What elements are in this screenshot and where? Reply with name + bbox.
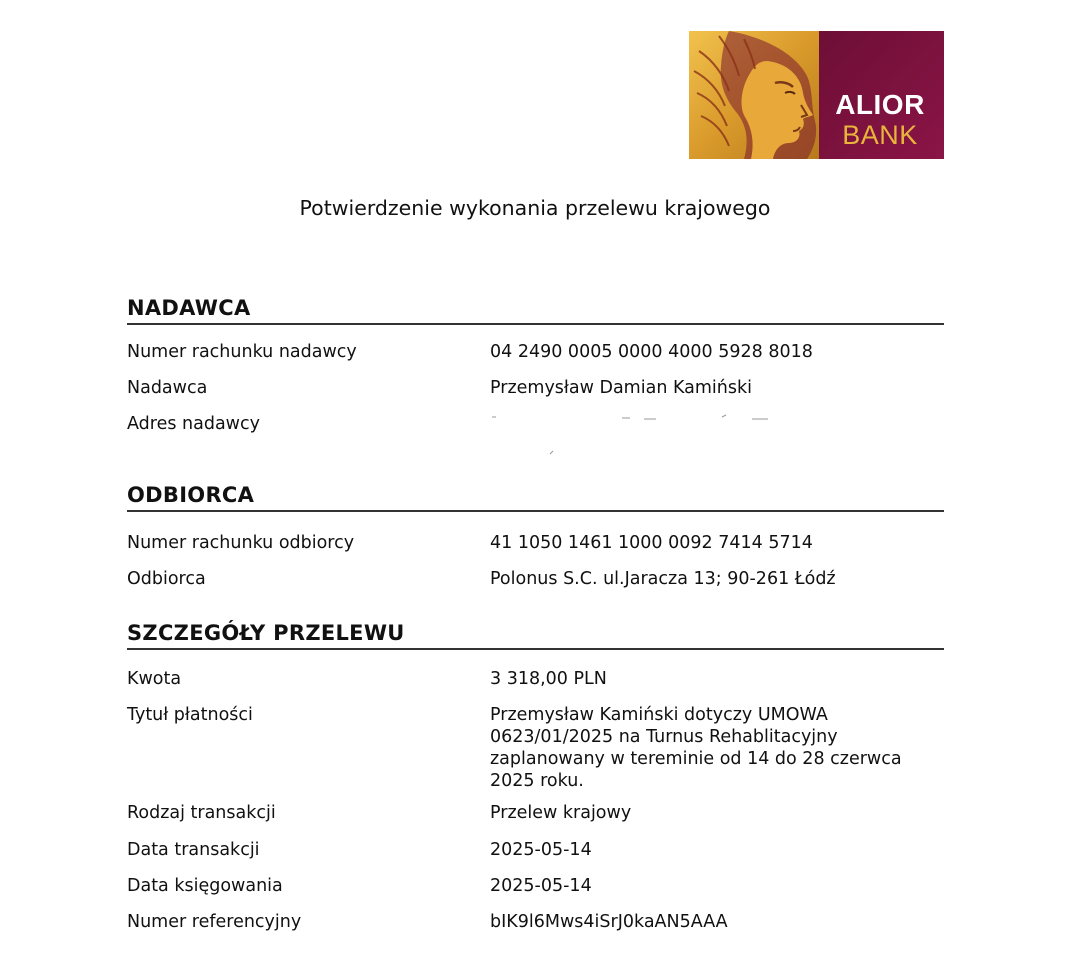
label-recipient-account: Numer rachunku odbiorcy <box>127 533 355 553</box>
value-transaction-date: 2025-05-14 <box>490 840 592 860</box>
alior-bank-logo <box>689 31 944 159</box>
value-recipient-account: 41 1050 1461 1000 0092 7414 5714 <box>490 533 813 553</box>
label-posting-date: Data księgowania <box>127 876 283 896</box>
logo-bank-text: BANK <box>842 120 918 150</box>
payment-title-line: 0623/01/2025 na Turnus Rehablitacyjny <box>490 727 838 747</box>
section-heading-odbiorca: ODBIORCA <box>127 483 944 512</box>
section-odbiorca <box>127 483 944 512</box>
label-payment-title: Tytuł płatności <box>127 705 253 725</box>
payment-title-line: 2025 roku. <box>490 771 584 791</box>
label-amount: Kwota <box>127 669 182 689</box>
label-sender-address: Adres nadawcy <box>127 414 260 434</box>
label-transaction-type: Rodzaj transakcji <box>127 803 276 823</box>
section-heading-nadawca: NADAWCA <box>127 296 944 325</box>
value-sender-account: 04 2490 0005 0000 4000 5928 8018 <box>490 342 813 362</box>
redacted-address-marks <box>490 413 790 457</box>
section-szczegoly <box>127 621 944 650</box>
payment-title-line: zaplanowany w tereminie od 14 do 28 czerwca <box>490 749 902 769</box>
value-amount: 3 318,00 PLN <box>490 669 607 689</box>
value-sender-address-redacted <box>490 413 930 463</box>
value-reference-number: bIK9l6Mws4iSrJ0kaAN5AAA <box>490 912 728 932</box>
document-title: Potwierdzenie wykonania przelewu krajowego <box>299 196 771 220</box>
logo-alior-text: ALIOR <box>835 89 925 120</box>
section-heading-szczegoly: SZCZEGÓŁY PRZELEWU <box>127 621 944 650</box>
section-nadawca <box>127 296 944 325</box>
value-payment-title <box>490 704 930 792</box>
value-sender-name: Przemysław Damian Kamiński <box>490 378 752 398</box>
value-transaction-type: Przelew krajowy <box>490 803 632 823</box>
label-transaction-date: Data transakcji <box>127 840 260 860</box>
label-recipient-name: Odbiorca <box>127 569 206 589</box>
label-sender-account: Numer rachunku nadawcy <box>127 342 357 362</box>
value-recipient-name: Polonus S.C. ul.Jaracza 13; 90-261 Łódź <box>490 569 836 589</box>
value-posting-date: 2025-05-14 <box>490 876 592 896</box>
payment-title-line: Przemysław Kamiński dotyczy UMOWA <box>490 705 828 725</box>
label-sender-name: Nadawca <box>127 378 208 398</box>
label-reference-number: Numer referencyjny <box>127 912 302 932</box>
